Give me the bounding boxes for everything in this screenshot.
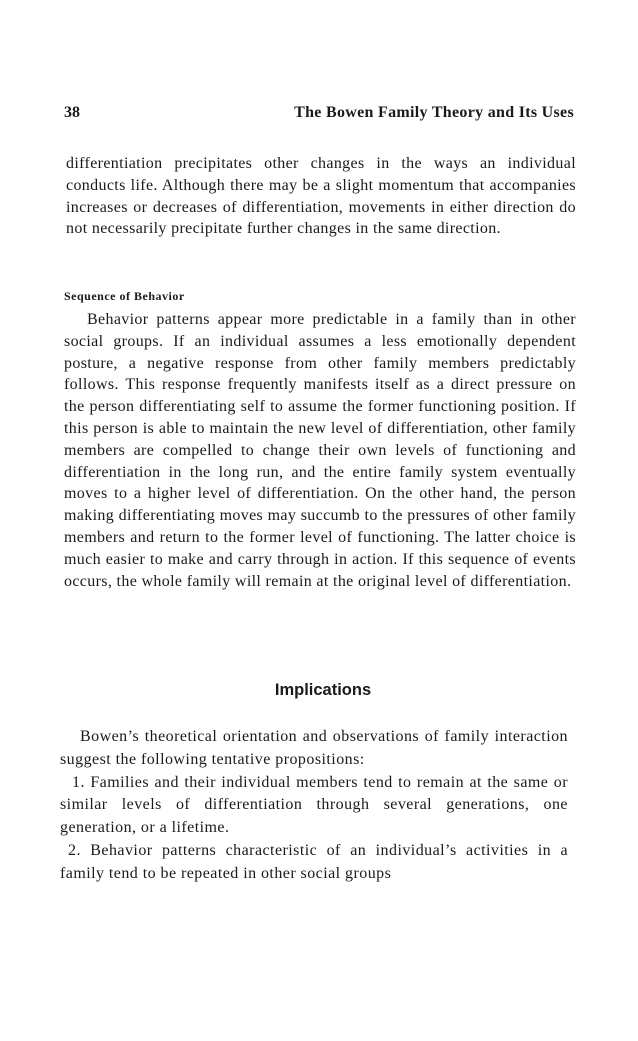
section-heading: Implications — [274, 681, 372, 699]
proposition-2: 2. Behavior patterns characteristic of an individual’s activities in a family tend to be repeated in other social groups — [60, 841, 568, 882]
page-number: 38 — [64, 104, 80, 121]
implications-intro: Bowen’s theoretical orientation and observations of family interaction suggest the following tentative propositions: — [60, 728, 568, 768]
page-header — [64, 104, 574, 128]
continuation-block — [66, 153, 576, 240]
running-head: The Bowen Family Theory and Its Uses — [294, 104, 574, 121]
subsection-heading: Sequence of Behavior — [64, 289, 185, 303]
implications-block — [60, 726, 568, 886]
proposition-1: 1. Families and their individual members tend to remain at the same or similar levels of differentiation through several generations, one generation, or a lifetime. — [60, 773, 568, 837]
continuation-paragraph: differentiation precipitates other changes in the ways an individual conducts life. Although there may be a slight momentum that accompanies increases or decreases of differentiation, movements in either direction do not necessarily precipitate further changes in the same direction. — [66, 155, 576, 238]
section-heading-wrap — [0, 681, 638, 700]
subsection-block — [64, 309, 576, 592]
subsection-paragraph: Behavior patterns appear more predictable in a family than in other social groups. If an individual assumes a less emotionally dependent posture, a negative response from other family members predictably follows. This response frequently manifests itself as a direct pressure on the person differentiating self to assume the former functioning position. If this person is able to maintain the new level of differentiation, other family members are compelled to change their own levels of functioning and differentiation in the long run, and the entire family system eventually moves to a higher level of differentiation. On the other hand, the person making differentiating moves may succumb to the pressures of other family members and return to the former level of functioning. The latter choice is much easier to make and carry through in action. If this sequence of events occurs, the whole family will remain at the original level of differentiation. — [64, 311, 576, 590]
